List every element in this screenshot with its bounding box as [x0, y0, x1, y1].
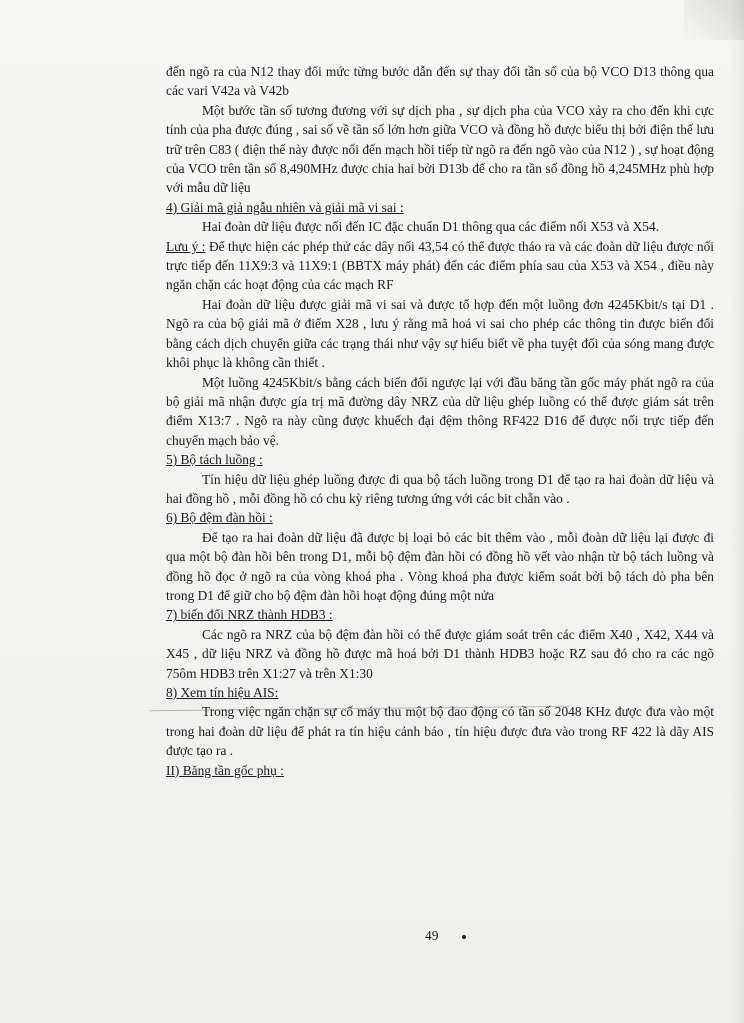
- note-paragraph: [166, 237, 714, 295]
- heading-6: [166, 508, 714, 527]
- heading-7-text: 7) biến đổi NRZ thành HDB3 :: [166, 607, 333, 623]
- paragraph-phase: Một bước tần số tương đương với sự dịch pha , sự dịch pha của VCO xảy ra cho đến khi cực tính của pha được đúng , sai số về tần số lớn hơn giữa VCO và đồng hồ được biểu thị bởi điện thế lưu trữ trên C83 ( điện thế này được nối đến mạch hồi tiếp từ ngõ ra đến ngõ vào của N12 ) , sự hoạt động của VCO trên tần số 8,490MHz được chia hai bởi D13b để cho ra tần số đồng hồ 4,245MHz phù hợp với mẫu dữ liệu: [166, 102, 714, 196]
- heading-7: [166, 605, 714, 624]
- heading-5: [166, 450, 714, 469]
- heading-ii: [166, 761, 714, 780]
- paragraph-intro: đến ngõ ra của N12 thay đổi mức từng bước dẫn đến sự thay đổi tần số của bộ VCO D13 thông qua các vari V42a và V42b: [166, 64, 714, 99]
- heading-8-text: 8) Xem tín hiệu AIS:: [166, 685, 279, 700]
- document-body: [166, 62, 714, 780]
- paragraph-4-1: Hai đoàn dữ liệu được nối đến IC đặc chuẩn D1 thông qua các điểm nối X53 và X54.: [202, 219, 660, 235]
- paragraph-7: Các ngõ ra NRZ của bộ đệm đàn hồi có thể được giám soát trên các điểm X40 , X42, X44 và X45 , dữ liệu NRZ và đồng hồ được mã hoá bởi D1 thành HDB3 hoặc RZ sau đó cho ra các ngõ 75ôm HDB3 trên X1:27 và trên X1:30: [166, 626, 714, 681]
- heading-ii-text: II) Băng tần gốc phụ :: [166, 762, 284, 778]
- paragraph-4-3: Một luồng 4245Kbit/s bằng cách biến đổi ngược lại với đầu băng tần gốc máy phát ngõ ra của bộ giải mã nhận được gía trị mã đường dây NRZ của dữ liệu ghép luồng có thể được giám sát trên điểm X13:7 . Ngõ ra này cũng được khuếch đại đệm thông RF422 D16 để được nối trực tiếp đến chuyển mạch bảo vệ.: [166, 374, 714, 448]
- note-label: Lưu ý :: [166, 238, 206, 254]
- page-dot-mark: [462, 935, 466, 939]
- heading-5-text: 5) Bộ tách luồng :: [166, 452, 263, 468]
- note-text: Để thực hiện các phép thử các dây nối 43,54 có thể được tháo ra và các đoàn dữ liệu được nối trực tiếp đến 11X9:3 và 11X9:1 (BBTX máy phát) đến các điểm phía sau của X53 và X54 , điều này ngăn chặn các hoạt động của các mạch RF: [166, 238, 714, 293]
- page-edge-shadow: [730, 0, 744, 1023]
- page-number: 49: [425, 928, 439, 943]
- heading-4: [166, 198, 714, 217]
- paragraph-6: Để tạo ra hai đoàn dữ liệu đã được bị loại bỏ các bit thêm vào , mỗi đoàn dữ liệu lại được đi qua một bộ đàn hồi bên trong D1, mỗi bộ đệm đàn hồi có đồng hồ vết vào nhận từ bộ tách luồng và đồng hồ đọc ở ngõ ra của vòng khoá pha . Vòng khoá pha được kiểm soát bởi bộ tách dò pha bên trong D1 để giữ cho bộ đệm đàn hồi hoạt động đúng một nửa: [166, 529, 714, 603]
- heading-8: [166, 683, 714, 702]
- paragraph-4-2: Hai đoàn dữ liệu được giải mã vi sai và được tổ hợp đến một luồng đơn 4245Kbit/s tại D1 . Ngõ ra của bộ giải mã ở điểm X28 , lưu ý rằng mã hoá vi sai cho phép các thông tin được biến đổi bằng cách dịch chuyển giữa các trạng thái như vậy sự hiểu biết về pha tuyệt đối của sóng mang được khôi phục là không cần thiết .: [166, 296, 714, 371]
- heading-6-text: 6) Bộ đệm đàn hồi :: [166, 510, 273, 526]
- heading-4-text: 4) Giải mã giả ngẫu nhiên và giải mã vi sai :: [166, 199, 404, 215]
- paragraph-5: Tín hiệu dữ liệu ghép luồng được đi qua bộ tách luồng trong D1 để tạo ra hai đoàn dữ liệu và hai đồng hồ , mỗi đồng hồ có chu kỳ riêng tương ứng với các bit chẵn vào .: [166, 471, 714, 506]
- paragraph-8: Trong việc ngăn chặn sự cố máy thu một bộ dao động có tần số 2048 KHz được đưa vào một trong hai đoàn dữ liệu để phát ra tín hiệu cảnh báo , tín hiệu được đưa vào trong RF 422 là dãy AIS được tạo ra .: [166, 704, 714, 759]
